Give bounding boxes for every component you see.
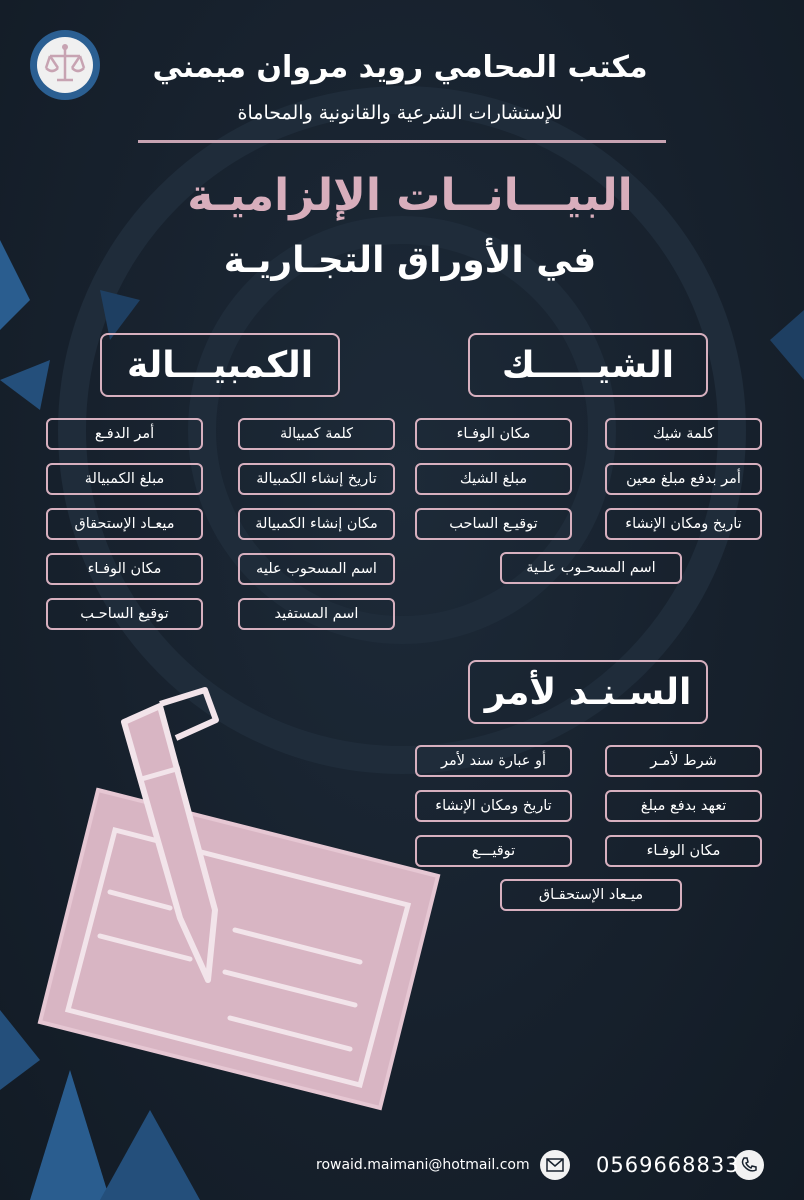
note-heading: السـنـد لأمر	[468, 660, 708, 724]
triangle-deco	[770, 310, 804, 380]
cheque-pen-illustration	[20, 680, 460, 1120]
phone-number[interactable]: 0569668833	[596, 1153, 740, 1177]
bill-item: اسم المستفيد	[238, 598, 395, 630]
triangle-deco	[100, 1110, 200, 1200]
bill-item: كلمة كمبيالة	[238, 418, 395, 450]
cheque-paper-icon	[40, 790, 438, 1108]
office-name: مكتب المحامي رويد مروان ميمني	[152, 50, 648, 85]
bill-item: اسم المسحوب عليه	[238, 553, 395, 585]
cheque-item: أمر بدفع مبلغ معين	[605, 463, 762, 495]
cheque-item: توقيـع الساحب	[415, 508, 572, 540]
note-item: تاريخ ومكان الإنشاء	[415, 790, 572, 822]
bill-item: ميعـاد الإستحقاق	[46, 508, 203, 540]
cheque-item: كلمة شيك	[605, 418, 762, 450]
triangle-deco	[0, 360, 50, 410]
bill-item: مكان إنشاء الكمبيالة	[238, 508, 395, 540]
note-item: توقيـــع	[415, 835, 572, 867]
email-icon	[540, 1150, 570, 1180]
bill-item: تاريخ إنشاء الكمبيالة	[238, 463, 395, 495]
header-divider	[138, 140, 666, 143]
main-title: البيـــانــات الإلزاميـة	[187, 170, 633, 221]
bill-item: أمر الدفـع	[46, 418, 203, 450]
bill-heading: الكمبيـــالة	[100, 333, 340, 397]
note-item: أو عبارة سند لأمر	[415, 745, 572, 777]
cheque-heading: الشيـــــك	[468, 333, 708, 397]
note-item: شرط لأمـر	[605, 745, 762, 777]
note-item: مكان الوفـاء	[605, 835, 762, 867]
cheque-item: مبلغ الشيك	[415, 463, 572, 495]
main-subtitle: في الأوراق التجـاريـة	[223, 240, 597, 281]
cheque-item: اسم المسحـوب علـية	[500, 552, 682, 584]
note-item: تعهد بدفع مبلغ	[605, 790, 762, 822]
bill-item: توقيع الساحـب	[46, 598, 203, 630]
email-address[interactable]: rowaid.maimani@hotmail.com	[316, 1157, 530, 1173]
note-item: ميـعاد الإستحقـاق	[500, 879, 682, 911]
office-subtitle: للإستشارات الشرعية والقانونية والمحاماة	[237, 102, 563, 124]
cheque-item: مكان الوفـاء	[415, 418, 572, 450]
bill-item: مكان الوفـاء	[46, 553, 203, 585]
bill-item: مبلغ الكمبيالة	[46, 463, 203, 495]
scales-logo-icon	[28, 28, 102, 102]
triangle-deco	[0, 240, 30, 330]
cheque-item: تاريخ ومكان الإنشاء	[605, 508, 762, 540]
